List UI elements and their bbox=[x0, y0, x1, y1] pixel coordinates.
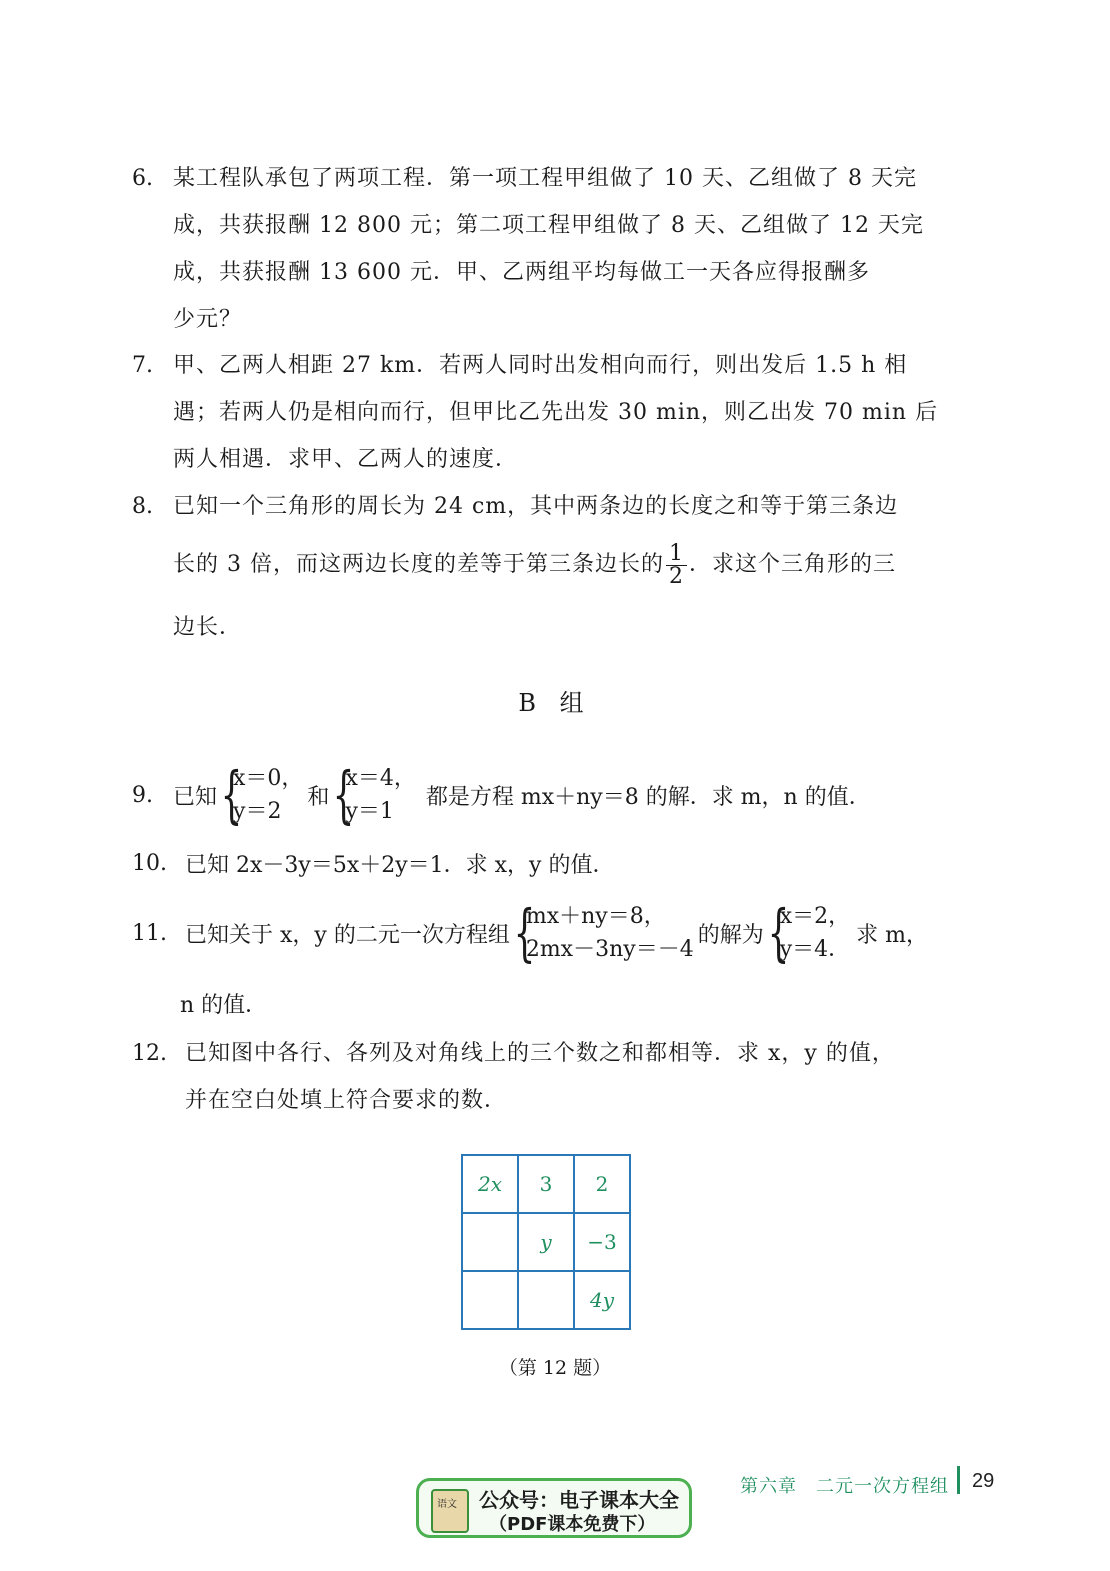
magic-square-grid bbox=[461, 1154, 631, 1330]
equation-stack bbox=[233, 762, 303, 828]
problem-12 bbox=[132, 1030, 960, 1124]
grid-cell: 2 bbox=[574, 1155, 630, 1213]
equation: 2mx－3ny＝－4 bbox=[525, 937, 694, 962]
equation-system bbox=[217, 758, 304, 831]
footer-divider bbox=[957, 1466, 960, 1494]
text-line: 甲、乙两人相距 27 km．若两人同时出发相向而行，则出发后 1.5 h 相 bbox=[173, 353, 908, 378]
problem-text bbox=[173, 155, 960, 343]
text-line: 某工程队承包了两项工程．第一项工程甲组做了 10 天、乙组做了 8 天完 bbox=[173, 166, 917, 191]
section-heading: B 组 bbox=[518, 689, 592, 717]
equation: x＝4， bbox=[345, 766, 416, 791]
problem-10 bbox=[132, 848, 614, 879]
equation-system bbox=[510, 896, 694, 969]
left-brace: { bbox=[333, 758, 355, 831]
left-brace: { bbox=[513, 896, 536, 969]
watermark-badge bbox=[416, 1478, 692, 1538]
text-segment: 都是方程 mx＋ny＝8 的解．求 m，n 的值． bbox=[425, 784, 871, 810]
figure-caption: （第 12 题） bbox=[498, 1357, 612, 1379]
left-brace: { bbox=[220, 758, 243, 831]
text-segment: ．求这个三角形的三 bbox=[689, 552, 897, 577]
text-line bbox=[173, 530, 960, 600]
problem-11 bbox=[132, 896, 928, 969]
text-segment: n 的值． bbox=[180, 993, 268, 1018]
grid-cell: 4y bbox=[574, 1271, 630, 1329]
equation: y＝4． bbox=[779, 937, 851, 962]
problem-text bbox=[173, 342, 960, 483]
problem-6 bbox=[132, 155, 960, 343]
text-segment: 的解为 bbox=[697, 922, 764, 948]
grid-cell: 2x bbox=[462, 1155, 518, 1213]
text-line: 少元？ bbox=[173, 307, 243, 332]
problem-number: 12. bbox=[132, 1041, 167, 1066]
problem-text bbox=[173, 483, 960, 656]
equation-stack bbox=[780, 900, 850, 966]
equation-system bbox=[764, 896, 851, 969]
equation-stack bbox=[526, 900, 694, 966]
equation: y＝2 bbox=[233, 799, 282, 824]
text-line: 已知图中各行、各列及对角线上的三个数之和都相等．求 x，y 的值， bbox=[185, 1041, 895, 1066]
text-line: 成，共获报酬 13 600 元．甲、乙两组平均每做工一天各应得报酬多 bbox=[173, 260, 870, 285]
badge-line-2: （PDF课本免费下） bbox=[489, 1514, 656, 1535]
fraction-denominator: 2 bbox=[669, 563, 684, 589]
text-segment: 已知 2x－3y＝5x＋2y＝1．求 x，y 的值． bbox=[185, 853, 615, 878]
problem-number: 7. bbox=[132, 353, 153, 378]
grid-cell: y bbox=[518, 1213, 574, 1271]
grid-row bbox=[462, 1155, 630, 1213]
grid-row bbox=[462, 1213, 630, 1271]
problem-7 bbox=[132, 342, 960, 483]
problem-number: 11. bbox=[132, 920, 167, 946]
text-line: 已知一个三角形的周长为 24 cm，其中两条边的长度之和等于第三条边 bbox=[173, 494, 899, 519]
text-segment: 长的 3 倍，而这两边长度的差等于第三条边长的 bbox=[173, 552, 664, 577]
problem-number: 6. bbox=[132, 166, 153, 191]
text-segment: 已知关于 x，y 的二元一次方程组 bbox=[185, 922, 510, 948]
text-segment: 求 m， bbox=[856, 922, 928, 948]
problem-11-continued bbox=[180, 988, 267, 1019]
text-line: 边长． bbox=[173, 615, 243, 640]
problem-text bbox=[185, 1030, 960, 1124]
problem-9 bbox=[132, 758, 871, 831]
chapter-label: 第六章 二元一次方程组 bbox=[740, 1476, 949, 1496]
text-line: 遇；若两人仍是相向而行，但甲比乙先出发 30 min，则乙出发 70 min 后 bbox=[173, 400, 939, 425]
fraction-numerator: 1 bbox=[666, 543, 687, 566]
text-segment: 已知 bbox=[173, 784, 218, 810]
equation: y＝1 bbox=[345, 799, 394, 824]
fraction bbox=[666, 540, 687, 589]
grid-cell: 3 bbox=[518, 1155, 574, 1213]
text-line: 两人相遇．求甲、乙两人的速度． bbox=[173, 447, 519, 472]
equation: mx＋ny＝8， bbox=[525, 904, 666, 929]
grid-row bbox=[462, 1271, 630, 1329]
equation: x＝0， bbox=[233, 766, 304, 791]
book-logo-icon bbox=[431, 1489, 469, 1533]
logo-text: 语文 bbox=[437, 1499, 457, 1510]
equation: x＝2， bbox=[779, 904, 851, 929]
left-brace: { bbox=[767, 896, 790, 969]
grid-cell: −3 bbox=[574, 1213, 630, 1271]
text-segment: 和 bbox=[307, 784, 330, 810]
problem-number: 10. bbox=[132, 851, 167, 876]
problem-8 bbox=[132, 483, 960, 656]
equation-system bbox=[329, 758, 416, 831]
grid-cell bbox=[518, 1271, 574, 1329]
text-line: 并在空白处填上符合要求的数． bbox=[185, 1088, 508, 1113]
page-number: 29 bbox=[972, 1470, 995, 1492]
text-line: 成，共获报酬 12 800 元；第二项工程甲组做了 8 天、乙组做了 12 天完 bbox=[173, 213, 924, 238]
equation-stack bbox=[345, 762, 415, 828]
grid-cell bbox=[462, 1271, 518, 1329]
problem-number: 8. bbox=[132, 494, 153, 519]
grid-cell bbox=[462, 1213, 518, 1271]
badge-line-1: 公众号：电子课本大全 bbox=[479, 1488, 679, 1512]
problem-number: 9. bbox=[132, 782, 153, 808]
